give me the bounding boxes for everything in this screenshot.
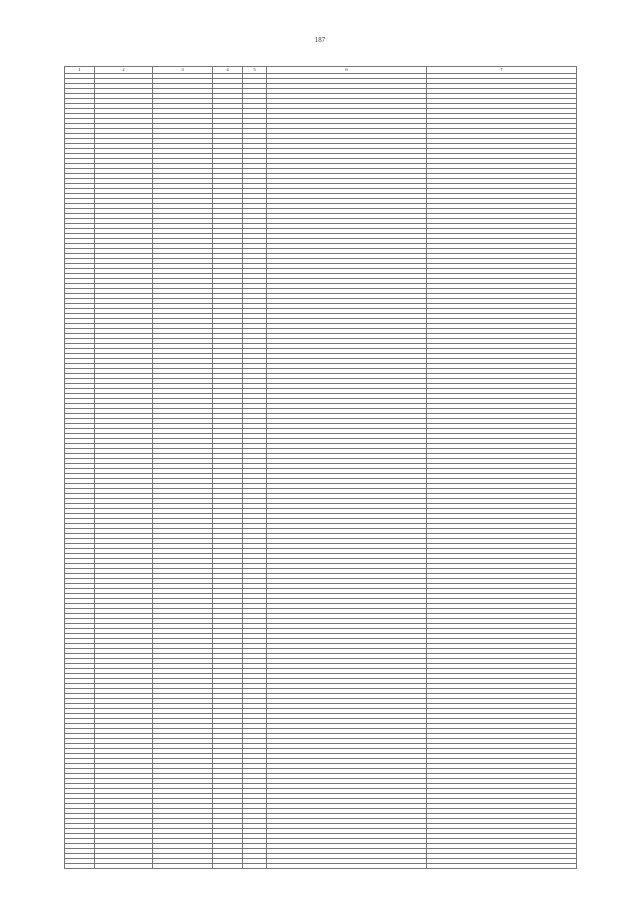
column-header: 5 xyxy=(243,67,267,74)
work-type xyxy=(267,864,427,869)
column-header: 2 xyxy=(95,67,153,74)
empty-cell xyxy=(153,864,213,869)
column-header: 4 xyxy=(213,67,243,74)
empty-cell xyxy=(213,864,243,869)
empty-cell xyxy=(65,864,95,869)
column-header: 3 xyxy=(153,67,213,74)
page-number: 187 xyxy=(314,36,326,44)
register-table xyxy=(64,66,577,869)
register-body xyxy=(65,67,577,869)
column-header: 6 xyxy=(267,67,427,74)
register-sheet xyxy=(64,66,576,869)
empty-cell xyxy=(427,864,577,869)
column-number-row xyxy=(65,67,577,74)
table-row xyxy=(65,864,577,869)
column-header: 1 xyxy=(65,67,95,74)
column-header: 7 xyxy=(427,67,577,74)
empty-cell xyxy=(243,864,267,869)
empty-cell xyxy=(95,864,153,869)
